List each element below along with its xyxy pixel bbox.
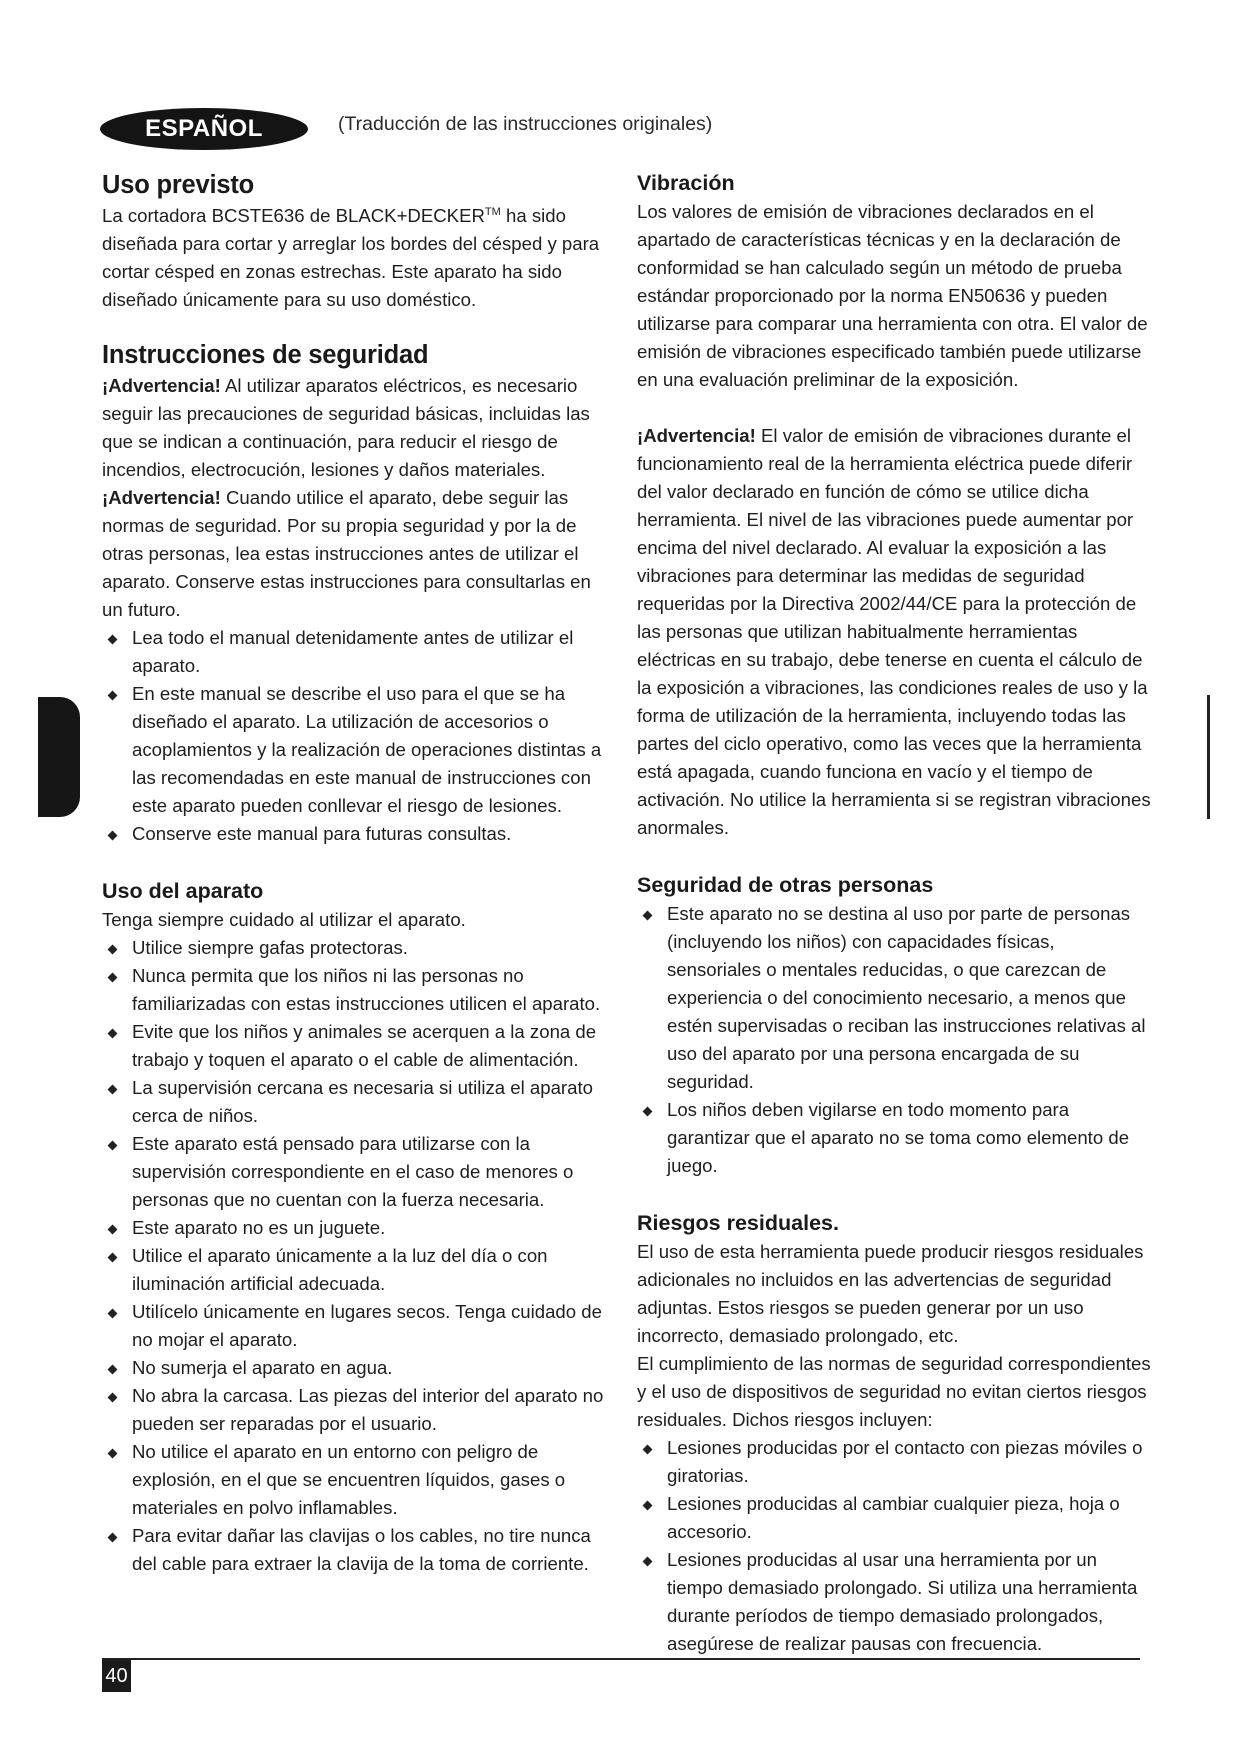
- vibration-warning: ¡Advertencia! El valor de emisión de vibraciones durante el funcionamiento real de la herramienta eléctrica puede diferir del valor declarado en función de cómo se utilice dicha herramienta. El nivel de las vibraciones puede aumentar por encima del nivel declarado. Al evaluar la exposición a las vibraciones para determinar las medidas de seguridad requeridas por la Directiva 2002/44/CE para la protección de las personas que utilizan habitualmente herramientas eléctricas en su trabajo, debe tenerse en cuenta el cálculo de la exposición a vibraciones, las condiciones reales de uso y la forma de utilización de la herramienta, incluyendo todas las partes del ciclo operativo, como las veces que la herramienta está apagada, cuando funciona en vacío y el tiempo de activación. No utilice la herramienta si se registran vibraciones anormales.: [637, 425, 1151, 838]
- diamond-bullet-icon: [643, 1557, 653, 1567]
- residual-risks-text-1: El uso de esta herramienta puede producir riesgos residuales adicionales no incluidos en las advertencias de seguridad adjuntas. Estos riesgos se pueden generar por un uso incorrecto, demasiado prolongado, etc.: [637, 1241, 1144, 1346]
- use-intro: Tenga siempre cuidado al utilizar el aparato.: [102, 909, 466, 930]
- diamond-bullet-icon: [108, 973, 118, 983]
- list-item: Para evitar dañar las clavijas o los cables, no tire nunca del cable para extraer la clavija de la toma de corriente.: [102, 1522, 612, 1578]
- list-item: No sumerja el aparato en agua.: [102, 1354, 612, 1382]
- intended-use-text: La cortadora BCSTE636 de BLACK+DECKER™ ha sido diseñada para cortar y arreglar los bordes del césped y para cortar césped en zonas estrechas. Este aparato ha sido diseñado únicamente para su uso doméstico.: [102, 205, 600, 310]
- intended-use-section: [102, 168, 612, 314]
- language-badge: ESPAÑOL: [100, 108, 308, 150]
- diamond-bullet-icon: [108, 635, 118, 645]
- diamond-bullet-icon: [108, 1365, 118, 1375]
- diamond-bullet-icon: [108, 831, 118, 841]
- list-item: No utilice el aparato en un entorno con peligro de explosión, en el que se encuentren líquidos, gases o materiales en polvo inflamables.: [102, 1438, 612, 1522]
- page-number: 40: [102, 1660, 131, 1692]
- list-item: Utilícelo únicamente en lugares secos. Tenga cuidado de no mojar el aparato.: [102, 1298, 612, 1354]
- list-item: Evite que los niños y animales se acerquen a la zona de trabajo y toquen el aparato o el cable de alimentación.: [102, 1018, 612, 1074]
- left-column: [102, 168, 612, 1578]
- vibration-heading: Vibración: [637, 171, 735, 195]
- safety-warning-2: ¡Advertencia! Cuando utilice el aparato, debe seguir las normas de seguridad. Por su propia seguridad y por la de otras personas, lea estas instrucciones antes de utilizar el aparato. Conserve estas instrucciones para consultarlas en un futuro.: [102, 487, 591, 620]
- safety-list: [102, 624, 612, 848]
- list-item: Este aparato no es un juguete.: [102, 1214, 612, 1242]
- list-item: En este manual se describe el uso para el que se ha diseñado el aparato. La utilización de accesorios o acoplamientos y la realización de operaciones distintas a las recomendadas en este manual de instrucciones con este aparato pueden conllevar el riesgo de lesiones.: [102, 680, 612, 820]
- footer-rule: [102, 1658, 1140, 1660]
- margin-rule: [1207, 695, 1210, 819]
- list-item: Lesiones producidas por el contacto con piezas móviles o giratorias.: [637, 1434, 1152, 1490]
- diamond-bullet-icon: [108, 1309, 118, 1319]
- diamond-bullet-icon: [643, 1107, 653, 1117]
- list-item: Lesiones producidas al usar una herramienta por un tiempo demasiado prolongado. Si utiliza una herramienta durante períodos de tiempo demasiado prolongados, asegúrese de realizar pausas con frecuencia.: [637, 1546, 1152, 1658]
- list-item: No abra la carcasa. Las piezas del interior del aparato no pueden ser reparadas por el usuario.: [102, 1382, 612, 1438]
- safety-heading: Instrucciones de seguridad: [102, 341, 429, 369]
- safety-warning-1: ¡Advertencia! Al utilizar aparatos eléctricos, es necesario seguir las precauciones de seguridad básicas, incluidas las que se indican a continuación, para reducir el riesgo de incendios, electrocución, lesiones y daños materiales.: [102, 375, 590, 480]
- diamond-bullet-icon: [108, 1393, 118, 1403]
- list-item: Este aparato no se destina al uso por parte de personas (incluyendo los niños) con capacidades físicas, sensoriales o mentales reducidas, o que carezcan de experiencia o del conocimiento necesario, a menos que estén supervisadas o reciban las instrucciones relativas al uso del aparato por una persona encargada de su seguridad.: [637, 900, 1152, 1096]
- diamond-bullet-icon: [643, 911, 653, 921]
- residual-risks-text-2: El cumplimiento de las normas de seguridad correspondientes y el uso de dispositivos de seguridad no evitan ciertos riesgos residuales. Dichos riesgos incluyen:: [637, 1353, 1151, 1430]
- residual-risks-list: [637, 1434, 1152, 1658]
- residual-risks-section: [637, 1208, 1152, 1658]
- vibration-text: Los valores de emisión de vibraciones declarados en el apartado de características técnicas y en la declaración de conformidad se han calculado según un método de prueba estándar proporcionado por la norma EN50636 y pueden utilizarse para comparar una herramienta con otra. El valor de emisión de vibraciones especificado también puede utilizarse en una evaluación preliminar de la exposición.: [637, 201, 1148, 390]
- list-item: Utilice siempre gafas protectoras.: [102, 934, 612, 962]
- list-item: Lesiones producidas al cambiar cualquier pieza, hoja o accesorio.: [637, 1490, 1152, 1546]
- right-column: [637, 168, 1152, 1658]
- diamond-bullet-icon: [108, 1533, 118, 1543]
- use-list: [102, 934, 612, 1578]
- others-safety-section: [637, 870, 1152, 1180]
- diamond-bullet-icon: [643, 1445, 653, 1455]
- use-heading: Uso del aparato: [102, 879, 264, 903]
- vibration-section: [637, 168, 1152, 842]
- use-section: [102, 876, 612, 1578]
- diamond-bullet-icon: [643, 1501, 653, 1511]
- diamond-bullet-icon: [108, 1141, 118, 1151]
- diamond-bullet-icon: [108, 1029, 118, 1039]
- diamond-bullet-icon: [108, 691, 118, 701]
- residual-risks-heading: Riesgos residuales.: [637, 1211, 839, 1235]
- list-item: Conserve este manual para futuras consultas.: [102, 820, 612, 848]
- list-item: Lea todo el manual detenidamente antes de utilizar el aparato.: [102, 624, 612, 680]
- diamond-bullet-icon: [108, 1085, 118, 1095]
- diamond-bullet-icon: [108, 1225, 118, 1235]
- diamond-bullet-icon: [108, 1253, 118, 1263]
- diamond-bullet-icon: [108, 945, 118, 955]
- list-item: Nunca permita que los niños ni las personas no familiarizadas con estas instrucciones utilicen el aparato.: [102, 962, 612, 1018]
- list-item: Este aparato está pensado para utilizarse con la supervisión correspondiente en el caso de menores o personas que no cuentan con la fuerza necesaria.: [102, 1130, 612, 1214]
- safety-section: [102, 338, 612, 848]
- translation-note: (Traducción de las instrucciones originales): [338, 113, 713, 135]
- list-item: La supervisión cercana es necesaria si utiliza el aparato cerca de niños.: [102, 1074, 612, 1130]
- list-item: Utilice el aparato únicamente a la luz del día o con iluminación artificial adecuada.: [102, 1242, 612, 1298]
- trademark-mark: TM: [484, 206, 501, 218]
- diamond-bullet-icon: [108, 1449, 118, 1459]
- list-item: Los niños deben vigilarse en todo momento para garantizar que el aparato no se toma como elemento de juego.: [637, 1096, 1152, 1180]
- section-tab-marker: [38, 697, 80, 817]
- others-safety-heading: Seguridad de otras personas: [637, 873, 934, 897]
- intended-use-heading: Uso previsto: [102, 171, 255, 199]
- others-safety-list: [637, 900, 1152, 1180]
